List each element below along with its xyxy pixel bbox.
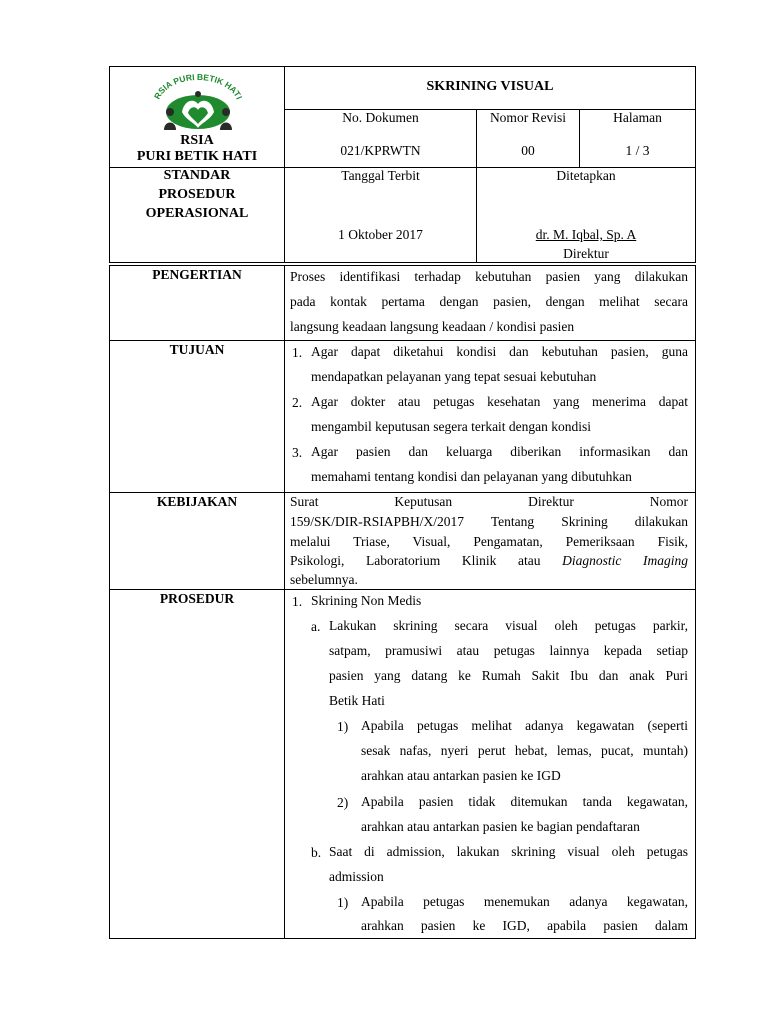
prosedur-a-line: Lakukan skrining secara visual oleh petugas parkir, (329, 618, 688, 633)
sop-label-line2: PROSEDUR (158, 187, 236, 202)
prosedur-label: PROSEDUR (159, 591, 235, 606)
pengertian-line: langsung keadaan langsung keadaan / kondisi pasien (290, 319, 575, 334)
prosedur-a-line: Betik Hati (329, 693, 385, 708)
tujuan-line: mendapatkan pelayanan yang tepat sesuai kebutuhan (311, 369, 597, 384)
prosedur-letter: a. (311, 619, 321, 634)
kebijakan-line: Surat Keputusan Direktur Nomor (290, 494, 688, 509)
tujuan-number: 1. (292, 345, 303, 360)
page-label: Halaman (613, 110, 662, 125)
revision-label: Nomor Revisi (489, 110, 567, 125)
kebijakan-line: melalui Triase, Visual, Pengamatan, Pemeriksaan Fisik, (290, 534, 688, 549)
tujuan-label: TUJUAN (169, 342, 225, 357)
logo-arc-text: RSIA PURI BETIK HATI (151, 72, 245, 101)
prosedur-a1-line: Apabila petugas melihat adanya kegawatan (seperti (361, 718, 688, 733)
prosedur-a1-line: arahkan atau antarkan pasien ke IGD (361, 768, 561, 783)
approver-title: Direktur (563, 246, 609, 261)
tujuan-number: 3. (292, 445, 303, 460)
prosedur-subnumber: 1) (337, 719, 349, 734)
org-name-line1: RSIA (180, 133, 214, 148)
pengertian-label: PENGERTIAN (152, 267, 242, 282)
pengertian-line: Proses identifikasi terhadap kebutuhan pasien yang dilakukan (290, 269, 688, 284)
tujuan-line: Agar pasien dan keluarga diberikan informasikan dan (311, 444, 688, 459)
tujuan-line: Agar dokter atau petugas kesehatan yang menerima dapat (311, 394, 688, 409)
prosedur-a2-line: arahkan atau antarkan pasien ke bagian pendaftaran (361, 819, 640, 834)
prosedur-a2-line: Apabila pasien tidak ditemukan tanda kegawatan, (361, 794, 688, 809)
tujuan-label-cell (109, 340, 285, 493)
prosedur-label-cell (109, 589, 285, 939)
prosedur-a-line: pasien yang datang ke Rumah Sakit Ibu dan anak Puri (329, 668, 688, 683)
approver-name: dr. M. Iqbal, Sp. A (535, 227, 637, 242)
prosedur-b1-line: arahkan pasien ke IGD, apabila pasien dalam (361, 918, 688, 933)
prosedur-b1-line: Apabila petugas menemukan adanya kegawatan, (361, 894, 688, 909)
kebijakan-line (290, 551, 688, 571)
prosedur-b-line: Saat di admission, lakukan skrining visual oleh petugas (329, 844, 688, 859)
prosedur-a-line: satpam, pramusiwi atau petugas lainnya kepada setiap (329, 643, 688, 658)
org-name-line2: PURI BETIK HATI (136, 149, 258, 164)
pengertian-line: pada kontak pertama dengan pasien, dengan melihat secara (290, 294, 688, 309)
prosedur-item-title: Skrining Non Medis (311, 593, 422, 608)
doc-no-value: 021/KPRWTN (340, 143, 421, 158)
kebijakan-label: KEBIJAKAN (156, 494, 238, 509)
sop-label-line1: STANDAR (163, 168, 231, 183)
doc-no-label: No. Dokumen (342, 110, 419, 125)
issue-date-value: 1 Oktober 2017 (338, 227, 423, 242)
approved-label: Ditetapkan (556, 168, 616, 183)
tujuan-line: mengambil keputusan segera terkait dengan kondisi (311, 419, 592, 434)
kebijakan-italic-term: Diagnostic Imaging (562, 553, 688, 568)
kebijakan-line4-text: Psikologi, Laboratorium Klinik atau (290, 553, 563, 568)
prosedur-b-line: admission (329, 869, 384, 884)
issue-date-label: Tanggal Terbit (341, 168, 420, 183)
prosedur-number: 1. (292, 594, 303, 609)
page-value: 1 / 3 (625, 143, 650, 158)
tujuan-number: 2. (292, 395, 303, 410)
tujuan-line: memahami tentang kondisi dan pelayanan yang dibutuhkan (311, 469, 632, 484)
tujuan-line: Agar dapat diketahui kondisi dan kebutuhan pasien, guna (311, 344, 688, 359)
prosedur-letter: b. (311, 845, 322, 860)
prosedur-a1-line: sesak nafas, nyeri perut hebat, lemas, pucat, muntah) (361, 743, 688, 758)
revision-value: 00 (521, 143, 535, 158)
sop-label-line3: OPERASIONAL (145, 206, 249, 221)
document-title: SKRINING VISUAL (426, 79, 554, 94)
prosedur-subnumber: 2) (337, 795, 349, 810)
kebijakan-line: sebelumnya. (290, 572, 358, 587)
hospital-logo (148, 72, 248, 134)
prosedur-subnumber: 1) (337, 895, 349, 910)
kebijakan-line: 159/SK/DIR-RSIAPBH/X/2017 Tentang Skrining dilakukan (290, 514, 688, 529)
